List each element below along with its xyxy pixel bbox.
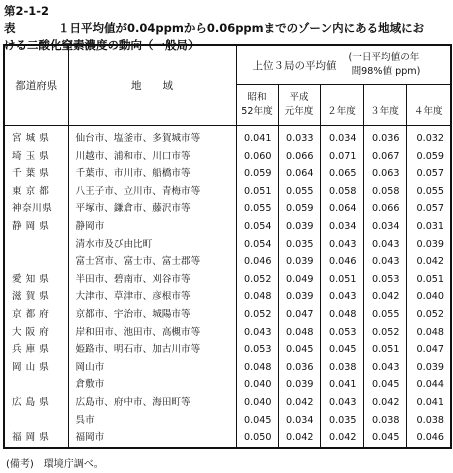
- area-cell: 倉敷市: [68, 376, 236, 394]
- value-cell: 0.043: [320, 288, 363, 306]
- header-unit-line-1: 一日平均値の年: [352, 52, 420, 63]
- value-cell: 0.045: [236, 412, 278, 430]
- value-cell: 0.043: [320, 394, 363, 412]
- value-cell: 0.035: [320, 412, 363, 430]
- value-cell: 0.051: [416, 273, 445, 285]
- value-cell: 0.049: [278, 271, 320, 289]
- table-row: [4, 218, 451, 236]
- value-cell: 0.045: [363, 376, 406, 394]
- value-cell: 0.040: [236, 376, 278, 394]
- value-cell: 0.059: [278, 200, 320, 218]
- value-cell: 0.042: [320, 429, 363, 448]
- value-cell: 0.040: [236, 394, 278, 412]
- value-cell: 0.059: [236, 165, 278, 183]
- table-row: [4, 126, 451, 148]
- value-cell: 0.046: [236, 253, 278, 271]
- value-cell: 0.039: [278, 288, 320, 306]
- value-cell: 0.047: [416, 344, 445, 356]
- value-cell: 0.058: [363, 183, 406, 201]
- value-cell: 0.041: [320, 376, 363, 394]
- prefecture-cell: 神奈川県: [4, 200, 68, 218]
- value-cell: 0.039: [416, 238, 445, 250]
- value-cell: 0.043: [363, 236, 406, 254]
- value-cell: 0.033: [278, 126, 320, 148]
- value-cell: 0.045: [278, 341, 320, 359]
- value-cell: 0.048: [236, 359, 278, 377]
- value-cell: 0.052: [416, 308, 445, 320]
- value-cell: 0.064: [320, 200, 363, 218]
- table-row: [4, 324, 451, 342]
- value-cell: 0.055: [363, 306, 406, 324]
- area-cell: 静岡市: [68, 218, 236, 236]
- table-row: [4, 429, 451, 448]
- value-cell: 0.034: [320, 218, 363, 236]
- value-cell: 0.034: [278, 412, 320, 430]
- area-cell: 富士宮市、富士市、富士郡等: [68, 253, 236, 271]
- value-cell: 0.055: [236, 200, 278, 218]
- prefecture-cell: 福 岡 県: [4, 429, 68, 448]
- table-row: [4, 376, 451, 394]
- header-year: ３年度: [363, 85, 406, 126]
- header-unit-line-2: 間98%値 ppm: [351, 66, 417, 77]
- value-cell: 0.058: [320, 183, 363, 201]
- area-cell: 京都市、宇治市、城陽市等: [68, 306, 236, 324]
- value-cell: 0.048: [320, 306, 363, 324]
- prefecture-cell: 滋 賀 県: [4, 288, 68, 306]
- prefecture-cell: 広 島 県: [4, 394, 68, 412]
- value-cell: 0.045: [363, 429, 406, 448]
- table-row: [4, 236, 451, 254]
- value-cell: 0.059: [416, 150, 445, 162]
- area-cell: 平塚市、鎌倉市、藤沢市等: [68, 200, 236, 218]
- value-cell: 0.066: [278, 148, 320, 166]
- prefecture-cell: [4, 412, 68, 430]
- value-cell: 0.057: [416, 203, 445, 215]
- area-cell: 八王子市、立川市、青梅市等: [68, 183, 236, 201]
- area-cell: 福岡市: [68, 429, 236, 448]
- value-cell: 0.051: [363, 341, 406, 359]
- table-row: [4, 306, 451, 324]
- header-area: 地 域: [68, 45, 236, 126]
- value-cell: 0.032: [416, 133, 445, 144]
- prefecture-cell: 東 京 都: [4, 183, 68, 201]
- area-cell: 姫路市、明石市、加古川市等: [68, 341, 236, 359]
- value-cell: 0.050: [236, 429, 278, 448]
- value-cell: 0.036: [363, 126, 406, 148]
- value-cell: 0.034: [320, 126, 363, 148]
- value-cell: 0.052: [363, 324, 406, 342]
- value-cell: 0.055: [278, 183, 320, 201]
- value-cell: 0.041: [236, 126, 278, 148]
- table-row: [4, 359, 451, 377]
- prefecture-cell: 千 葉 県: [4, 165, 68, 183]
- value-cell: 0.047: [278, 306, 320, 324]
- header-unit: (一日平均値の年 間98%値 ppm): [348, 52, 421, 77]
- value-cell: 0.038: [363, 412, 406, 430]
- value-cell: 0.035: [278, 236, 320, 254]
- value-cell: 0.044: [416, 379, 445, 391]
- prefecture-cell: 兵 庫 県: [4, 341, 68, 359]
- value-cell: 0.048: [236, 288, 278, 306]
- table-row: [4, 271, 451, 289]
- value-cell: 0.034: [363, 218, 406, 236]
- prefecture-cell: 京 都 府: [4, 306, 68, 324]
- value-cell: 0.042: [278, 429, 320, 448]
- header-average: [236, 45, 451, 85]
- table-row: [4, 341, 451, 359]
- note: (備考) 環境庁調べ。: [6, 459, 104, 470]
- table-row: [4, 253, 451, 271]
- value-cell: 0.045: [320, 341, 363, 359]
- value-cell: 0.057: [416, 168, 445, 180]
- prefecture-cell: [4, 376, 68, 394]
- value-cell: 0.040: [416, 291, 445, 303]
- prefecture-cell: 大 阪 府: [4, 324, 68, 342]
- header-prefecture: 都道府県: [4, 45, 68, 126]
- table-row: [4, 200, 451, 218]
- area-cell: 大津市、草津市、彦根市等: [68, 288, 236, 306]
- area-cell: 川越市、浦和市、川口市等: [68, 148, 236, 166]
- value-cell: 0.054: [236, 236, 278, 254]
- value-cell: 0.067: [363, 148, 406, 166]
- value-cell: 0.043: [363, 359, 406, 377]
- header-year: ２年度: [320, 85, 363, 126]
- prefecture-cell: 静 岡 県: [4, 218, 68, 236]
- value-cell: 0.051: [236, 183, 278, 201]
- value-cell: 0.064: [278, 165, 320, 183]
- value-cell: 0.042: [363, 394, 406, 412]
- value-cell: 0.043: [320, 236, 363, 254]
- header-year: 平成 元年度: [278, 85, 320, 126]
- prefecture-cell: 愛 知 県: [4, 271, 68, 289]
- header-year: 昭和 52年度: [236, 85, 278, 126]
- value-cell: 0.046: [416, 432, 445, 444]
- value-cell: 0.054: [236, 218, 278, 236]
- value-cell: 0.063: [363, 165, 406, 183]
- value-cell: 0.038: [416, 414, 445, 426]
- table-row: [4, 412, 451, 430]
- value-cell: 0.039: [278, 376, 320, 394]
- area-cell: 岸和田市、池田市、高槻市等: [68, 324, 236, 342]
- no2-trend-table: [3, 44, 452, 449]
- value-cell: 0.042: [416, 256, 445, 268]
- value-cell: 0.043: [236, 324, 278, 342]
- table-row: [4, 165, 451, 183]
- value-cell: 0.046: [320, 253, 363, 271]
- table-row: [4, 394, 451, 412]
- title-line-2: ける二酸化窒素濃度の動向（一般局）: [4, 38, 200, 52]
- value-cell: 0.053: [363, 271, 406, 289]
- value-cell: 0.065: [320, 165, 363, 183]
- value-cell: 0.055: [416, 185, 445, 197]
- value-cell: 0.039: [416, 361, 445, 373]
- value-cell: 0.043: [363, 253, 406, 271]
- value-cell: 0.066: [363, 200, 406, 218]
- prefecture-cell: [4, 253, 68, 271]
- title-line-1: １日平均値が0.04ppmから0.06ppmまでのゾーン内にある地域にお: [58, 21, 425, 35]
- header-average-label: 上位３局の平均値: [252, 59, 337, 72]
- prefecture-cell: 宮 城 県: [4, 126, 68, 148]
- area-cell: 仙台市、塩釜市、多賀城市等: [68, 126, 236, 148]
- value-cell: 0.053: [320, 324, 363, 342]
- value-cell: 0.039: [278, 218, 320, 236]
- table-row: [4, 288, 451, 306]
- value-cell: 0.053: [236, 341, 278, 359]
- area-cell: 岡山市: [68, 359, 236, 377]
- table-row: [4, 148, 451, 166]
- value-cell: 0.051: [320, 271, 363, 289]
- prefecture-cell: 埼 玉 県: [4, 148, 68, 166]
- value-cell: 0.060: [236, 148, 278, 166]
- table-row: [4, 183, 451, 201]
- table-number: 第2-1-2表: [4, 4, 50, 35]
- value-cell: 0.048: [278, 324, 320, 342]
- value-cell: 0.042: [278, 394, 320, 412]
- area-cell: 半田市、碧南市、刈谷市等: [68, 271, 236, 289]
- value-cell: 0.048: [416, 326, 445, 338]
- value-cell: 0.038: [320, 359, 363, 377]
- value-cell: 0.031: [416, 220, 445, 232]
- value-cell: 0.071: [320, 148, 363, 166]
- prefecture-cell: [4, 236, 68, 254]
- value-cell: 0.052: [236, 271, 278, 289]
- value-cell: 0.042: [363, 288, 406, 306]
- area-cell: 広島市、府中市、海田町等: [68, 394, 236, 412]
- area-cell: 千葉市、市川市、船橋市等: [68, 165, 236, 183]
- value-cell: 0.052: [236, 306, 278, 324]
- prefecture-cell: 岡 山 県: [4, 359, 68, 377]
- header-year: ４年度: [406, 85, 451, 126]
- value-cell: 0.036: [278, 359, 320, 377]
- value-cell: 0.039: [278, 253, 320, 271]
- area-cell: 呉市: [68, 412, 236, 430]
- value-cell: 0.041: [416, 396, 445, 408]
- area-cell: 清水市及び由比町: [68, 236, 236, 254]
